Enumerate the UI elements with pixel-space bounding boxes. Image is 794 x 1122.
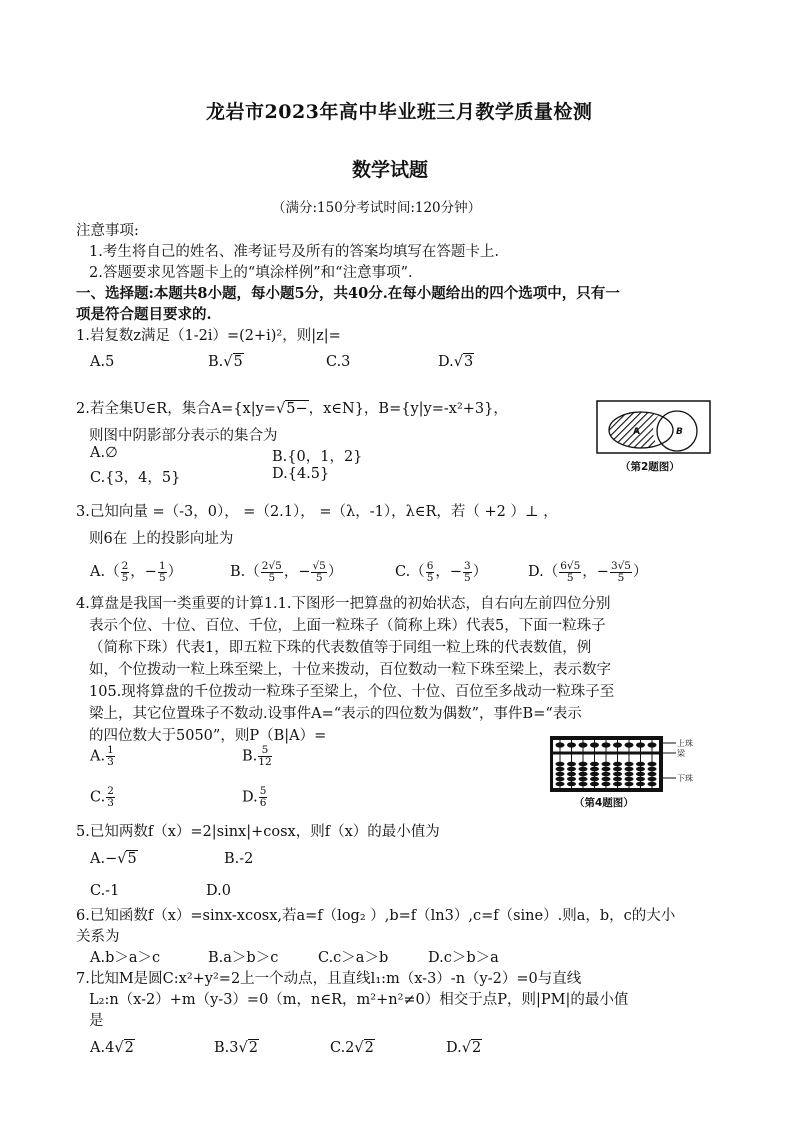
abacus-lower-bead (625, 777, 634, 782)
abacus-lower-bead (613, 777, 622, 782)
abacus-figure (550, 736, 700, 812)
q3-option-b: B.（ $\frac{2√5}{5}$ ，− $\frac{√5}{5}$ ） (230, 559, 343, 584)
figure-4-caption: （第4题图） (574, 797, 634, 809)
q2-stem-2: 则图中阴影部分表示的集合为 (89, 428, 278, 444)
abacus-upper-bead (567, 742, 576, 747)
q2-option-b: B.{0，1，2} (272, 449, 363, 465)
abacus-lower-bead (556, 762, 565, 767)
figure-2-caption: （第2题图） (620, 461, 680, 473)
q5-option-c: C.-1 (90, 883, 120, 899)
q6-stem: 6.已知函数f（x）=sinx-xcosx,若a=f（log₂ ）,b=f（ln3）,c=f（sine）.则a，b，c的大小 (76, 908, 676, 924)
abacus-lower-bead (590, 762, 599, 767)
q1-option-b: B.√5 (208, 354, 243, 370)
q5-stem: 5.已知两数f（x）=2|sinx|+cosx，则f（x）的最小值为 (76, 824, 440, 840)
q4-option-b: B. $\frac{5}{12}$ (242, 744, 272, 768)
abacus-lower-bead (625, 767, 634, 772)
q6-option-a: A.b＞a＞c (90, 950, 161, 966)
abacus-upper-bead (579, 742, 588, 747)
q4-stem-line1: 4.算盘是我国一类重要的计算1.1.下图形一把算盘的初始状态，自右向左前四位分别 (76, 596, 611, 612)
q4-stem-line3: （简称下珠）代表1，即五粒下珠的代表数值等于同组一粒上珠的代表数值，例 (89, 640, 592, 656)
abacus-upper-bead (556, 742, 565, 747)
q5-option-d: D.0 (206, 883, 231, 899)
abacus-lower-bead (567, 782, 576, 787)
abacus-upper-bead (590, 742, 599, 747)
abacus-lower-bead (636, 762, 645, 767)
q4-stem-line6: 梁上，其它位置珠子不数动.设事件A=“表示的四位数为偶数”，事件B=“表示 (89, 706, 582, 722)
abacus-lower-bead (567, 777, 576, 782)
abacus-lower-bead (590, 782, 599, 787)
q1-option-c: C.3 (326, 354, 351, 370)
q4-stem-line5: 105.现将算盘的千位拨动一粒珠子至梁上，个位、十位、百位至多战动一粒珠子至 (89, 684, 615, 700)
abacus-lower-bead (567, 762, 576, 767)
abacus-lower-bead (602, 777, 611, 782)
abacus-lower-bead (602, 782, 611, 787)
abacus-lower-bead (625, 772, 634, 777)
abacus-lower-bead (567, 772, 576, 777)
abacus-lower-bead (579, 782, 588, 787)
abacus-lower-bead (590, 767, 599, 772)
abacus-lower-bead (613, 762, 622, 767)
q1-stem: 1.岩复数z满足（1-2i）=(2+i)²，则|z|= (76, 328, 341, 344)
q4-option-d: D. $\frac{5}{6}$ (242, 785, 267, 809)
q1-option-d: D.√3 (438, 354, 474, 370)
notes-item-1: 1.考生将自己的姓名、准考证号及所有的答案均填写在答题卡上. (89, 244, 499, 260)
abacus-lower-bead (636, 772, 645, 777)
abacus-lower-bead (556, 772, 565, 777)
q7-stem-2: L₂:n（x-2）+m（y-3）=0（m，n∈R，m²+n²≠0）相交于点P，则|PM|的最小值 (89, 992, 629, 1008)
abacus-lower-bead (613, 772, 622, 777)
abacus-upper-bead (625, 742, 634, 747)
q7-option-c: C.2√2 (330, 1040, 374, 1056)
q2-option-c: C.{3，4，5} (90, 470, 181, 486)
venn-diagram-figure (596, 400, 712, 475)
q6-stem-2: 关系为 (76, 929, 120, 945)
q2-stem: 2.若全集U∈R，集合A={x|y=√5−，x∈N}，B={y|y=-x²+3}， (76, 401, 508, 417)
q3-option-a: A.（ $\frac{2}{5}$ ，− $\frac{1}{5}$ ） (90, 559, 183, 584)
abacus-lower-bead (648, 777, 657, 782)
q4-option-c: C. $\frac{2}{3}$ (90, 785, 114, 809)
abacus-lower-bead (648, 767, 657, 772)
set-b-label: B (676, 427, 683, 437)
exam-meta: （满分:150分考试时间:120分钟） (272, 200, 482, 216)
lower-bead-label: 下珠 (677, 774, 693, 783)
abacus-lower-bead (625, 782, 634, 787)
abacus-lower-bead (613, 767, 622, 772)
q4-option-a: A. $\frac{1}{3}$ (90, 744, 114, 768)
abacus-upper-bead (636, 742, 645, 747)
q3-stem: 3.己知向量 =（-3，0）， =（2.1）， =（λ，-1），λ∈R，若（ +2 ）⊥ ， (76, 504, 558, 520)
abacus-lower-bead (556, 782, 565, 787)
abacus-lower-bead (648, 772, 657, 777)
abacus-lower-bead (579, 762, 588, 767)
abacus-lower-bead (590, 777, 599, 782)
section-heading-line2: 项是符合题目要求的. (76, 306, 212, 323)
q6-option-d: D.c＞b＞a (428, 950, 499, 966)
q7-option-b: B.3√2 (214, 1040, 258, 1056)
abacus-lower-bead (579, 767, 588, 772)
q3-option-c: C.（ $\frac{6}{5}$ ，− $\frac{3}{5}$ ） (395, 559, 488, 584)
q2-option-d: D.{4.5} (272, 466, 330, 482)
abacus-lower-bead (648, 782, 657, 787)
q7-stem: 7.比知M是圆C:x²+y²=2上一个动点，且直线l₁:m（x-3）-n（y-2）=0与直线 (76, 971, 582, 987)
q4-stem-line4: 如，个位拨动一粒上珠至梁上，十位来拨动，百位数动一粒下珠至梁上，表示数字 (89, 662, 611, 678)
abacus-lower-bead (636, 777, 645, 782)
beam-label: 梁 (677, 749, 685, 758)
q4-stem-line2: 表示个位、十位、百位、千位，上面一粒珠子（简称上珠）代表5，下面一粒珠子 (89, 618, 606, 634)
q3-stem-2: 则6在 上的投影向址为 (89, 531, 234, 547)
abacus-lower-bead (636, 782, 645, 787)
abacus-lower-bead (579, 772, 588, 777)
abacus-lower-bead (579, 777, 588, 782)
abacus-lower-bead (613, 782, 622, 787)
q7-option-a: A.4√2 (90, 1040, 134, 1056)
section-heading-line1: 一、选择题:本题共8小题，每小题5分，共40分.在每小题给出的四个选项中，只有一 (76, 285, 620, 302)
q2-option-a: A.∅ (90, 445, 118, 461)
abacus-lower-bead (567, 767, 576, 772)
upper-bead-label: 上珠 (677, 739, 693, 748)
q4-stem-line7: 的四位数大于5050”，则P（B|A）= (89, 728, 327, 744)
abacus-upper-bead (648, 742, 657, 747)
notes-item-2: 2.答题要求见答题卡上的“填涂样例”和“注意事项”. (89, 265, 413, 281)
abacus-lower-bead (602, 767, 611, 772)
q5-option-a: A.−√5 (90, 851, 137, 867)
notes-heading: 注意事项: (76, 223, 139, 239)
page-subtitle: 数学试题 (352, 159, 429, 181)
q6-option-c: C.c＞a＞b (318, 950, 389, 966)
q6-option-b: B.a＞b＞c (208, 950, 279, 966)
abacus-lower-bead (556, 777, 565, 782)
abacus-lower-bead (602, 772, 611, 777)
abacus-lower-bead (556, 767, 565, 772)
abacus-lower-bead (590, 772, 599, 777)
abacus-lower-bead (636, 767, 645, 772)
set-a-label: A (633, 427, 640, 437)
q7-stem-3: 是 (89, 1013, 104, 1029)
abacus-upper-bead (602, 742, 611, 747)
abacus-upper-bead (613, 742, 622, 747)
abacus-lower-bead (648, 762, 657, 767)
q1-option-a: A.5 (90, 354, 115, 370)
q5-option-b: B.-2 (224, 851, 254, 867)
page-title: 龙岩市2023年高中毕业班三月教学质量检测 (206, 101, 593, 123)
abacus-lower-bead (602, 762, 611, 767)
q7-option-d: D.√2 (446, 1040, 482, 1056)
abacus-lower-bead (625, 762, 634, 767)
q3-option-d: D.（ $\frac{6√5}{5}$ ，− $\frac{3√5}{5}$ ） (528, 559, 648, 584)
